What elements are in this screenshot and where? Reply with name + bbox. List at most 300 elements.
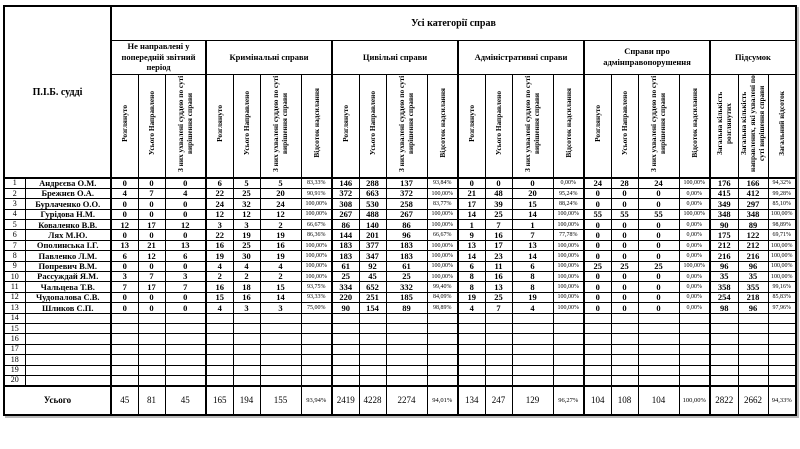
value-cell: 0,00% [679, 199, 710, 209]
value-cell [301, 375, 332, 385]
totals-label: Усього [4, 386, 111, 415]
table-row [4, 355, 796, 365]
value-cell [165, 323, 206, 333]
value-cell [679, 313, 710, 323]
row-number: 11 [4, 282, 25, 292]
value-cell [458, 334, 485, 344]
value-cell: 0 [138, 199, 165, 209]
value-cell: 0,00% [679, 240, 710, 250]
row-number: 20 [4, 375, 25, 385]
value-cell: 3 [206, 220, 233, 230]
value-cell [206, 334, 233, 344]
value-cell: 84,09% [427, 292, 458, 302]
row-number: 16 [4, 334, 25, 344]
value-cell: 100,00% [553, 292, 584, 302]
value-cell: 69,71% [768, 230, 796, 240]
judge-name [25, 344, 111, 354]
table-row [4, 375, 796, 385]
value-cell: 19 [206, 251, 233, 261]
value-cell: 66,67% [301, 220, 332, 230]
value-cell [301, 313, 332, 323]
value-cell: 100,00% [427, 188, 458, 198]
table-row [4, 240, 796, 250]
value-cell: 175 [710, 230, 738, 240]
value-cell [638, 355, 679, 365]
value-cell: 85,83% [768, 292, 796, 302]
value-cell: 0 [138, 209, 165, 219]
value-cell [206, 365, 233, 375]
value-cell: 19 [458, 292, 485, 302]
value-cell: 0 [111, 303, 138, 313]
value-cell: 0 [138, 230, 165, 240]
value-cell [260, 375, 301, 385]
value-cell [512, 334, 553, 344]
value-cell: 7 [485, 303, 512, 313]
value-cell [611, 323, 638, 333]
value-cell: 1 [458, 220, 485, 230]
value-cell: 13 [512, 240, 553, 250]
value-cell [512, 355, 553, 365]
report-table [3, 5, 797, 416]
value-cell: 8 [512, 282, 553, 292]
value-cell: 0 [458, 178, 485, 188]
totals-value-cell: 194 [233, 386, 260, 415]
subheader-col [584, 74, 611, 178]
value-cell: 75,00% [301, 303, 332, 313]
value-cell [485, 375, 512, 385]
value-cell [233, 334, 260, 344]
value-cell [611, 375, 638, 385]
value-cell [138, 355, 165, 365]
value-cell: 45 [359, 272, 386, 282]
value-cell [332, 344, 359, 354]
value-cell: 9 [458, 230, 485, 240]
value-cell [738, 344, 768, 354]
totals-value-cell: 45 [165, 386, 206, 415]
value-cell: 25 [233, 188, 260, 198]
rotated-label: Розглянуто [467, 104, 477, 142]
value-cell: 154 [359, 303, 386, 313]
subheader-col [638, 74, 679, 178]
value-cell: 55 [584, 209, 611, 219]
totals-value-cell: 94,01% [427, 386, 458, 415]
value-cell: 86 [386, 220, 427, 230]
value-cell [260, 365, 301, 375]
value-cell [386, 323, 427, 333]
value-cell [679, 334, 710, 344]
value-cell [386, 313, 427, 323]
value-cell [512, 344, 553, 354]
value-cell: 100,00% [553, 303, 584, 313]
value-cell: 32 [233, 199, 260, 209]
value-cell: 4 [233, 261, 260, 271]
value-cell: 100,00% [553, 220, 584, 230]
value-cell [260, 355, 301, 365]
value-cell: 0,00% [679, 292, 710, 302]
value-cell [359, 334, 386, 344]
value-cell: 0,00% [679, 230, 710, 240]
value-cell: 0,00% [679, 188, 710, 198]
value-cell [738, 323, 768, 333]
value-cell: 19 [260, 251, 301, 261]
value-cell: 100,00% [301, 251, 332, 261]
value-cell: 332 [386, 282, 427, 292]
value-cell [138, 313, 165, 323]
value-cell: 100,00% [679, 209, 710, 219]
value-cell: 15 [260, 282, 301, 292]
value-cell [233, 375, 260, 385]
value-cell [458, 323, 485, 333]
totals-value-cell: 2662 [738, 386, 768, 415]
judge-name: Андрєєва О.М. [25, 178, 111, 188]
value-cell: 0 [611, 199, 638, 209]
value-cell: 6 [206, 178, 233, 188]
value-cell [427, 355, 458, 365]
value-cell [427, 344, 458, 354]
value-cell [638, 375, 679, 385]
value-cell [359, 313, 386, 323]
value-cell: 55 [611, 209, 638, 219]
judge-name [25, 355, 111, 365]
value-cell: 2 [206, 272, 233, 282]
value-cell: 0 [111, 178, 138, 188]
value-cell: 100,00% [301, 240, 332, 250]
value-cell [206, 344, 233, 354]
value-cell: 0 [638, 220, 679, 230]
value-cell: 25 [611, 261, 638, 271]
value-cell [638, 334, 679, 344]
value-cell: 93,33% [301, 292, 332, 302]
value-cell [584, 355, 611, 365]
value-cell [553, 344, 584, 354]
value-cell [386, 334, 427, 344]
value-cell [427, 313, 458, 323]
judge-name: Шликов С.П. [25, 303, 111, 313]
value-cell: 88,24% [553, 199, 584, 209]
value-cell: 7 [512, 230, 553, 240]
value-cell: 93,75% [301, 282, 332, 292]
value-cell: 22 [206, 230, 233, 240]
value-cell [768, 334, 796, 344]
value-cell: 372 [386, 188, 427, 198]
value-cell [386, 355, 427, 365]
value-cell: 25 [386, 272, 427, 282]
totals-value-cell: 96,27% [553, 386, 584, 415]
value-cell: 0 [165, 303, 206, 313]
value-cell [301, 323, 332, 333]
value-cell: 100,00% [427, 240, 458, 250]
value-cell [512, 375, 553, 385]
value-cell [458, 344, 485, 354]
rotated-label: З них ухвалені суддею по суті вирішення справи [271, 75, 290, 172]
value-cell: 14 [458, 209, 485, 219]
value-cell [165, 355, 206, 365]
value-cell: 308 [332, 199, 359, 209]
value-cell [111, 313, 138, 323]
value-cell: 122 [738, 230, 768, 240]
judge-name: Попревич В.М. [25, 261, 111, 271]
value-cell: 100,00% [427, 209, 458, 219]
value-cell: 14 [260, 292, 301, 302]
value-cell [458, 365, 485, 375]
value-cell: 0 [638, 251, 679, 261]
row-number: 14 [4, 313, 25, 323]
table-row [4, 188, 796, 198]
value-cell: 176 [710, 178, 738, 188]
value-cell: 92 [359, 261, 386, 271]
value-cell: 100,00% [553, 261, 584, 271]
judge-name: Брежнєв О.А. [25, 188, 111, 198]
value-cell [301, 365, 332, 375]
group-header-6: Підсумок [710, 40, 796, 74]
value-cell [584, 365, 611, 375]
value-cell: 140 [359, 220, 386, 230]
rotated-label: З них ухвалені суддею по суті вирішення справи [397, 75, 416, 172]
value-cell [611, 344, 638, 354]
row-number: 8 [4, 251, 25, 261]
value-cell: 48 [485, 188, 512, 198]
value-cell [332, 323, 359, 333]
value-cell: 7 [165, 282, 206, 292]
value-cell [233, 344, 260, 354]
value-cell: 96 [738, 303, 768, 313]
judge-name: Гурідова Н.М. [25, 209, 111, 219]
value-cell: 17 [138, 282, 165, 292]
value-cell [165, 365, 206, 375]
value-cell [584, 375, 611, 385]
value-cell: 24 [206, 199, 233, 209]
rotated-label: Відсоток надсилання [311, 88, 321, 159]
value-cell: 61 [332, 261, 359, 271]
value-cell: 14 [458, 251, 485, 261]
table-row [4, 334, 796, 344]
subheader-col [386, 74, 427, 178]
value-cell: 4 [512, 303, 553, 313]
value-cell [206, 323, 233, 333]
totals-value-cell: 81 [138, 386, 165, 415]
value-cell: 14 [512, 209, 553, 219]
totals-value-cell: 2822 [710, 386, 738, 415]
totals-value-cell: 94,33% [768, 386, 796, 415]
value-cell: 98,89% [427, 303, 458, 313]
row-number: 19 [4, 365, 25, 375]
value-cell: 0 [111, 199, 138, 209]
value-cell: 377 [359, 240, 386, 250]
rotated-label: З них ухвалені суддею по суті вирішення справи [523, 75, 542, 172]
value-cell [738, 365, 768, 375]
value-cell: 201 [359, 230, 386, 240]
value-cell: 0 [584, 303, 611, 313]
value-cell [512, 365, 553, 375]
value-cell [584, 313, 611, 323]
value-cell: 35 [738, 272, 768, 282]
value-cell: 0,00% [553, 178, 584, 188]
value-cell [611, 313, 638, 323]
table-row [4, 199, 796, 209]
value-cell [359, 323, 386, 333]
value-cell: 97,96% [768, 303, 796, 313]
value-cell: 220 [332, 292, 359, 302]
value-cell: 100,00% [301, 272, 332, 282]
row-number: 10 [4, 272, 25, 282]
judge-name: Ополинська І.Г. [25, 240, 111, 250]
table-body [4, 178, 796, 386]
rotated-label: Розглянуто [120, 104, 130, 142]
value-cell: 0 [611, 282, 638, 292]
value-cell: 0,00% [679, 272, 710, 282]
value-cell: 16 [260, 240, 301, 250]
subheader-col [768, 74, 796, 178]
rotated-label: Усього Направлено [146, 91, 156, 156]
value-cell: 19 [233, 230, 260, 240]
value-cell: 0,00% [679, 251, 710, 261]
value-cell [165, 313, 206, 323]
value-cell: 100,00% [679, 178, 710, 188]
value-cell: 11 [485, 261, 512, 271]
value-cell: 258 [386, 199, 427, 209]
value-cell [768, 323, 796, 333]
totals-value-cell: 2419 [332, 386, 359, 415]
value-cell: 61 [386, 261, 427, 271]
rotated-label: З них ухвалені суддею по суті вирішення справи [176, 75, 195, 172]
value-cell: 0 [611, 251, 638, 261]
value-cell: 0 [611, 292, 638, 302]
value-cell: 77,78% [553, 230, 584, 240]
value-cell: 0 [165, 292, 206, 302]
table-row [4, 230, 796, 240]
judge-name: Бурлаченко О.О. [25, 199, 111, 209]
value-cell: 0 [165, 178, 206, 188]
value-cell [165, 344, 206, 354]
value-cell: 0 [165, 209, 206, 219]
value-cell [768, 313, 796, 323]
value-cell: 7 [138, 272, 165, 282]
value-cell: 99,40% [427, 282, 458, 292]
judge-name [25, 365, 111, 375]
value-cell: 100,00% [301, 209, 332, 219]
value-cell [458, 355, 485, 365]
value-cell [611, 365, 638, 375]
judge-column-header: П.І.Б. судді [4, 6, 111, 178]
value-cell: 6 [111, 251, 138, 261]
value-cell: 7 [111, 282, 138, 292]
value-cell [485, 344, 512, 354]
table-row [4, 365, 796, 375]
value-cell: 99,28% [768, 188, 796, 198]
rotated-label: Відсоток надсилання [563, 88, 573, 159]
title-row [4, 6, 796, 40]
rotated-label: Розглянуто [593, 104, 603, 142]
value-cell: 267 [332, 209, 359, 219]
value-cell: 25 [233, 240, 260, 250]
value-cell: 55 [638, 209, 679, 219]
rotated-label: Відсоток надсилання [689, 88, 699, 159]
value-cell: 13 [485, 282, 512, 292]
value-cell: 372 [332, 188, 359, 198]
value-cell: 137 [386, 178, 427, 188]
value-cell: 100,00% [553, 209, 584, 219]
value-cell [359, 344, 386, 354]
value-cell: 0 [111, 261, 138, 271]
subheader-col [458, 74, 485, 178]
value-cell: 100,00% [301, 261, 332, 271]
value-cell [359, 365, 386, 375]
value-cell: 4 [206, 261, 233, 271]
value-cell [710, 313, 738, 323]
value-cell: 100,00% [768, 272, 796, 282]
value-cell: 212 [710, 240, 738, 250]
value-cell: 100,00% [301, 199, 332, 209]
totals-value-cell: 4228 [359, 386, 386, 415]
totals-value-cell: 2274 [386, 386, 427, 415]
table-row [4, 220, 796, 230]
value-cell: 12 [206, 209, 233, 219]
value-cell: 183 [386, 251, 427, 261]
value-cell: 25 [485, 292, 512, 302]
subheader-col [611, 74, 638, 178]
value-cell: 663 [359, 188, 386, 198]
value-cell: 358 [710, 282, 738, 292]
value-cell: 66,67% [427, 230, 458, 240]
value-cell: 7 [138, 188, 165, 198]
value-cell [485, 323, 512, 333]
value-cell: 254 [710, 292, 738, 302]
value-cell: 0 [512, 178, 553, 188]
value-cell: 0 [611, 303, 638, 313]
value-cell: 89 [738, 220, 768, 230]
value-cell: 6 [165, 251, 206, 261]
value-cell [710, 355, 738, 365]
value-cell: 1 [512, 220, 553, 230]
value-cell: 412 [738, 188, 768, 198]
value-cell: 100,00% [553, 272, 584, 282]
value-cell [638, 313, 679, 323]
value-cell: 6 [512, 261, 553, 271]
value-cell: 0 [584, 240, 611, 250]
table-row [4, 282, 796, 292]
value-cell: 83,77% [427, 199, 458, 209]
value-cell [710, 344, 738, 354]
row-number: 12 [4, 292, 25, 302]
value-cell [206, 375, 233, 385]
group-header-2: Кримінальні справи [206, 40, 332, 74]
subheader-col [138, 74, 165, 178]
value-cell [427, 323, 458, 333]
value-cell: 100,00% [768, 240, 796, 250]
value-cell: 347 [359, 251, 386, 261]
judge-name: Коваленко В.В. [25, 220, 111, 230]
value-cell [233, 323, 260, 333]
value-cell: 89 [386, 303, 427, 313]
value-cell: 100,00% [553, 282, 584, 292]
value-cell: 0 [638, 230, 679, 240]
totals-value-cell: 129 [512, 386, 553, 415]
value-cell: 13 [458, 240, 485, 250]
table-row [4, 209, 796, 219]
value-cell: 0 [111, 292, 138, 302]
value-cell [111, 344, 138, 354]
value-cell [138, 334, 165, 344]
value-cell: 17 [458, 199, 485, 209]
totals-value-cell: 134 [458, 386, 485, 415]
page-title: Усі категорії справ [111, 6, 796, 40]
totals-value-cell: 247 [485, 386, 512, 415]
value-cell: 100,00% [427, 251, 458, 261]
row-number: 13 [4, 303, 25, 313]
value-cell: 4 [165, 188, 206, 198]
value-cell: 0 [611, 230, 638, 240]
value-cell [553, 313, 584, 323]
